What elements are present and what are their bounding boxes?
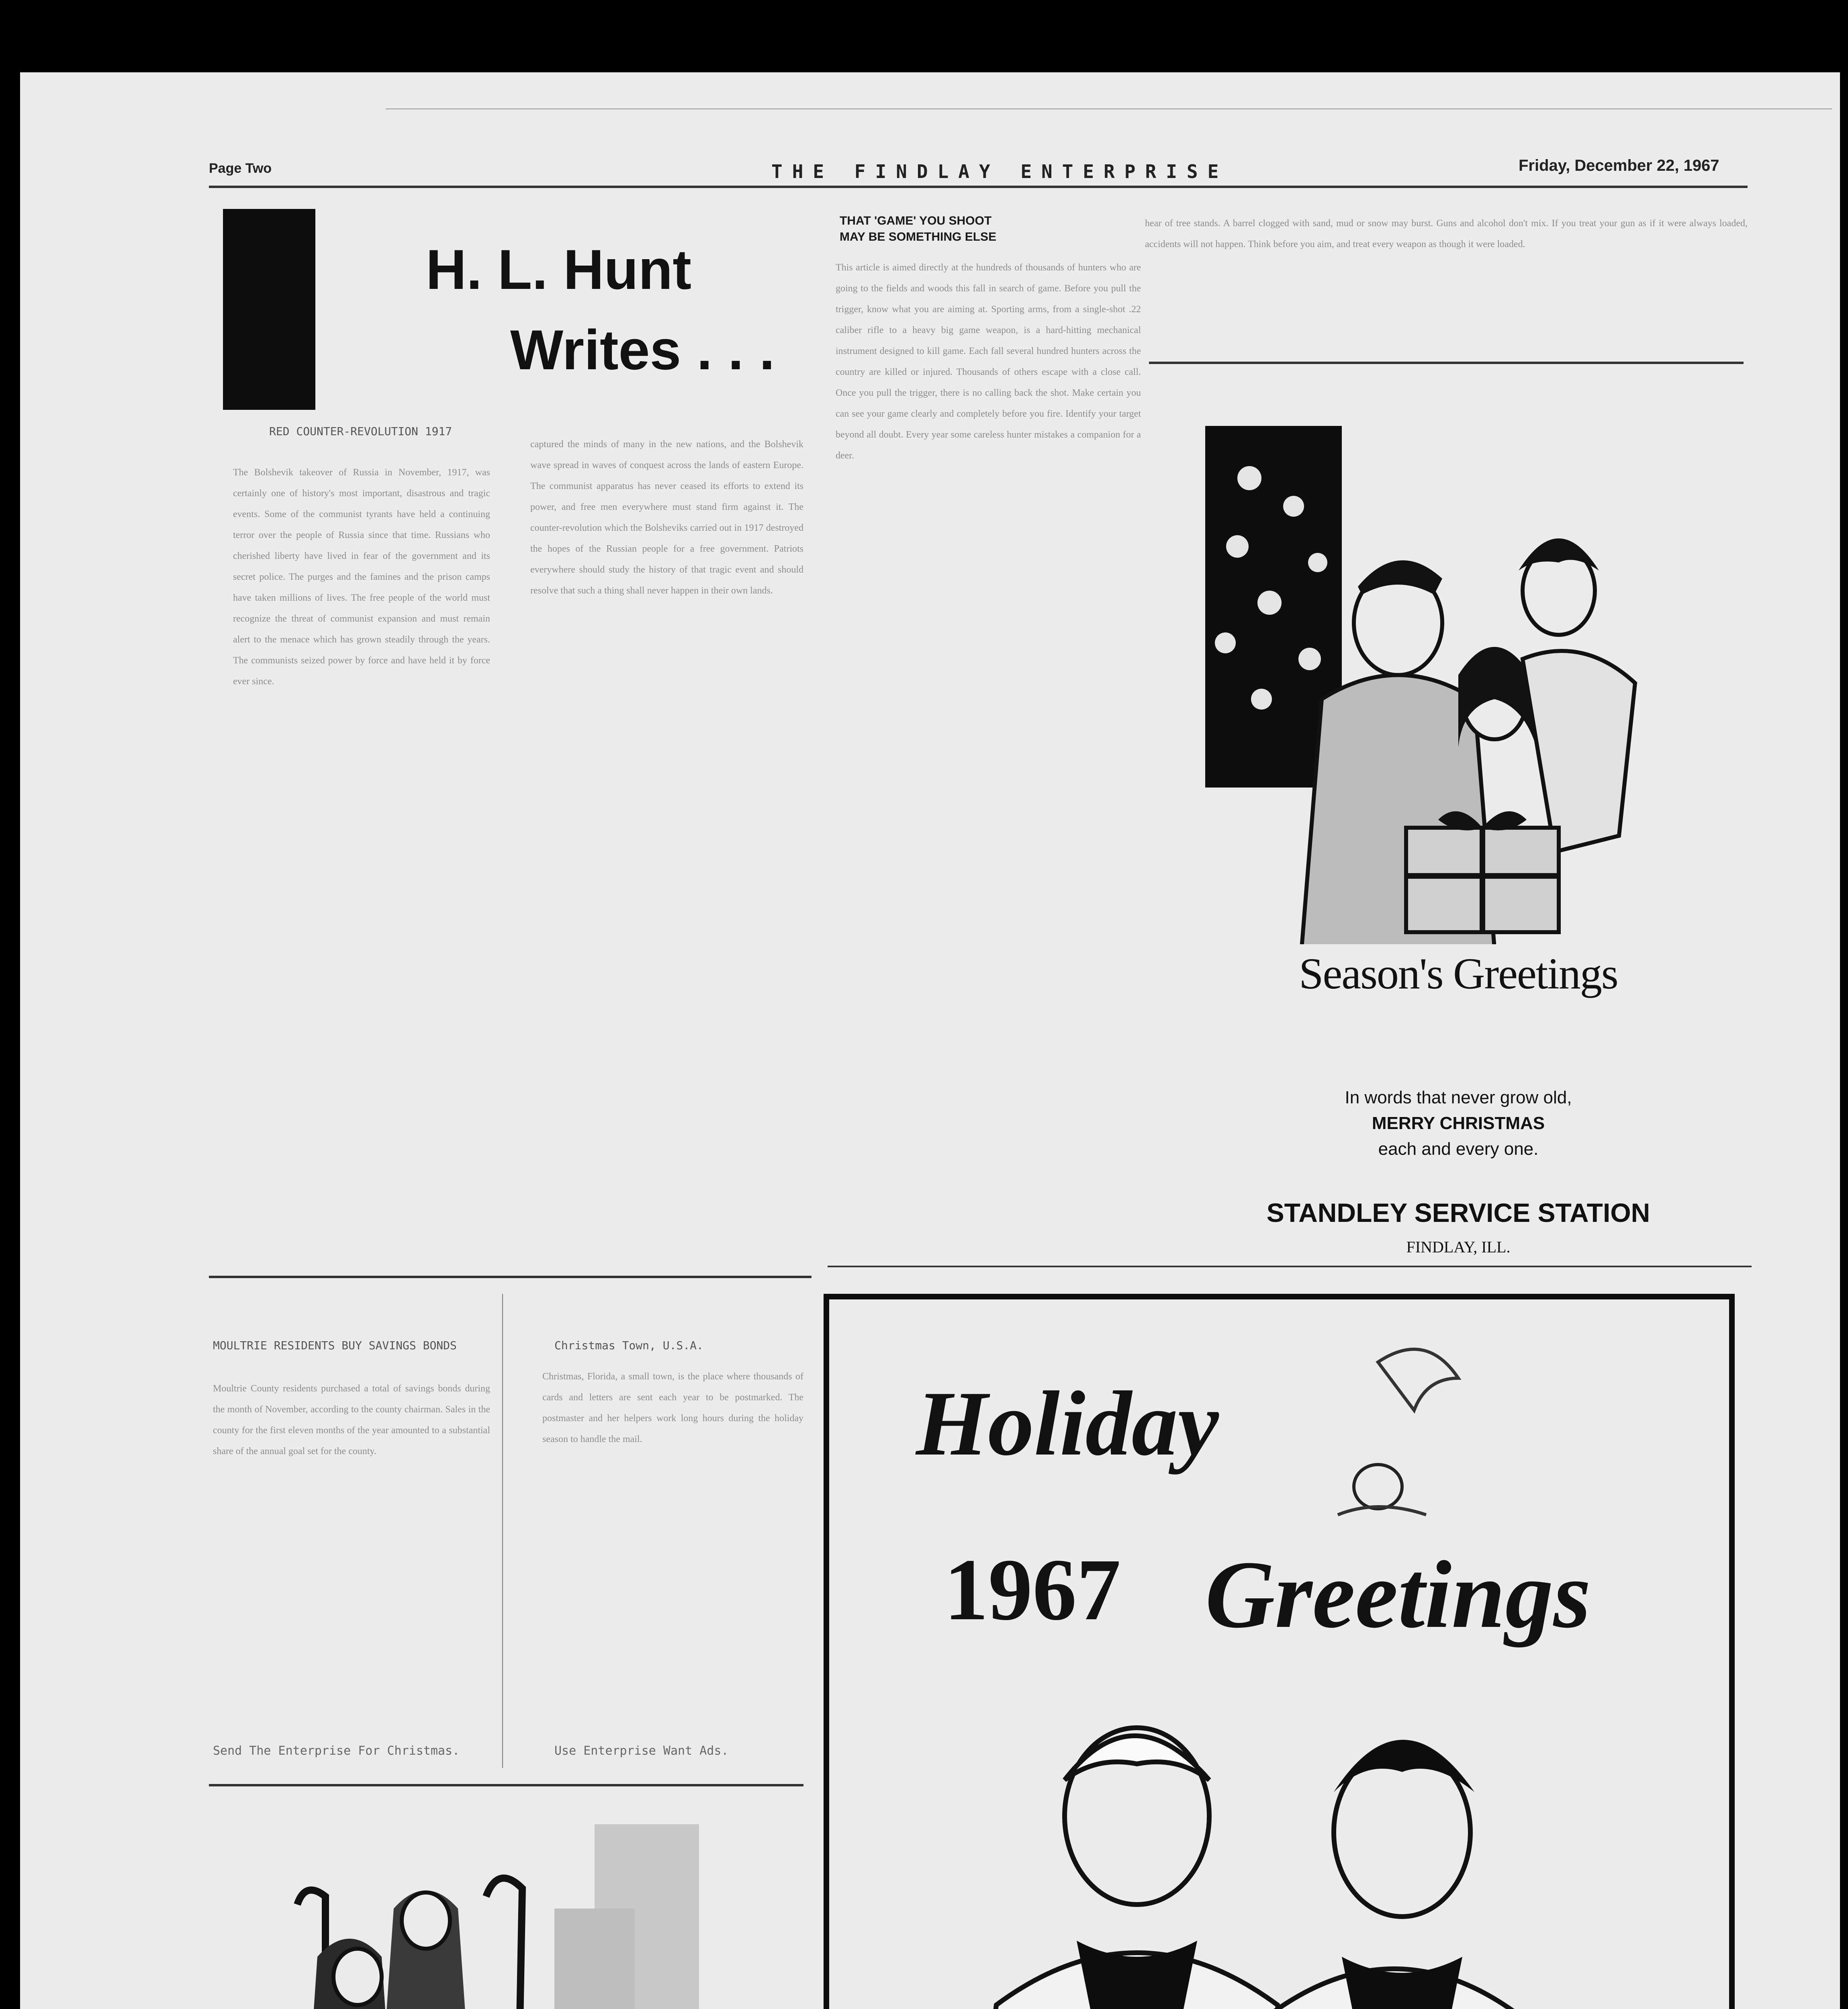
hunt-title: H. L. Hunt bbox=[426, 238, 691, 301]
hunt-article-heading: RED COUNTER-REVOLUTION 1917 bbox=[269, 425, 452, 438]
top-crop-line bbox=[386, 108, 1832, 109]
issue-date: Friday, December 22, 1967 bbox=[1519, 157, 1719, 174]
standley-top-rule bbox=[1149, 362, 1744, 364]
livergood-title-greetings: Greetings bbox=[1205, 1541, 1591, 1648]
game-continued: hear of tree stands. A barrel clogged with sand, mud or snow may burst. Guns and alcohol don't mix. If you treat your gun as if it were always loaded, accidents will not happen. Think before you aim, and treat every weapon as though it were loaded. bbox=[1145, 218, 1748, 250]
game-heading-line-2: MAY BE SOMETHING ELSE bbox=[840, 230, 997, 243]
choirboys-illustration bbox=[948, 1716, 1671, 2009]
hunt-column-1: The Bolshevik takeover of Russia in November, 1917, was certainly one of history's most important, disastrous and tragic events. Some of the communist tyrants have held a continuing terror over the people of Russia since that time. Russians who cherished liberty have lived in fear of the government and its secret police. The purges and the famines and the prison camps have taken millions of lives. The free people of the world must recognize the threat of communist expansion and must remain alert to the menace which has grown steadily through the years. The communists seized power by force and have held it by force ever since. bbox=[233, 467, 490, 687]
game-heading bbox=[840, 213, 1121, 245]
kauder-top-rule bbox=[209, 1784, 803, 1786]
standley-message-line-3: each and every one. bbox=[1378, 1139, 1539, 1159]
family-christmas-illustration bbox=[1189, 418, 1727, 944]
standley-message-line-2: MERRY CHRISTMAS bbox=[1372, 1113, 1545, 1133]
moultrie-body: Moultrie County residents purchased a total of savings bonds during the month of November, according to the county chairman. Sales in the county for the first eleven months of the year amounted to a substantial share of the annual goal set for the county. bbox=[213, 1383, 490, 1457]
livergood-top-rule bbox=[828, 1266, 1752, 1267]
masthead: THE FINDLAY ENTERPRISE bbox=[771, 161, 1229, 182]
column-divider bbox=[502, 1294, 503, 1768]
angel-illustration bbox=[1314, 1338, 1474, 1539]
header-rule bbox=[209, 186, 1748, 188]
hunt-portrait-block bbox=[223, 209, 315, 410]
standley-location: FINDLAY, ILL. bbox=[1406, 1238, 1511, 1256]
page-label: Page Two bbox=[209, 161, 272, 176]
game-body: This article is aimed directly at the hundreds of thousands of hunters who are going to the fields and woods this fall in search of game. Before you pull the trigger, know what you are aiming at. Sporting arms, from a single-shot .22 caliber rifle to a heavy big game weapon, is a hard-hitting mechanical instrument designed to kill game. Each fall several hundred hunters across the country are killed or injured. Thousands of others escape with a close call. Once you pull the trigger, there is no calling back the shot. Make certain you can see your game clearly and completely before you fire. Identify your target beyond all doubt. Every year some careless hunter mistakes a companion for a deer. bbox=[836, 262, 1141, 461]
hunt-column-2: captured the minds of many in the new nations, and the Bolshevik wave spread in waves of conquest across the lands of eastern Europe. The communist apparatus has never ceased its efforts to extend its power, and free men everywhere must stand firm against it. The counter-revolution which the Bolsheviks carried out in 1917 destroyed the hopes of the Russian people for a free government. Patriots everywhere should study the history of that tragic event and should resolve that such a thing shall never happen in their own lands. bbox=[530, 439, 803, 596]
christmas-town-footer: Use Enterprise Want Ads. bbox=[554, 1744, 729, 1758]
game-heading-line-1: THAT 'GAME' YOU SHOOT bbox=[840, 214, 992, 227]
standley-message bbox=[1189, 1085, 1727, 1162]
shepherds-illustration bbox=[225, 1808, 787, 2009]
christmas-town-body: Christmas, Florida, a small town, is the place where thousands of cards and letters are sent each year to be postmarked. The postmaster and her helpers work long hours during the holiday season to handle the mail. bbox=[542, 1371, 803, 1444]
livergood-title-holiday: Holiday bbox=[916, 1372, 1219, 1475]
livergood-year: 1967 bbox=[944, 1541, 1121, 1639]
moultrie-footer: Send The Enterprise For Christmas. bbox=[213, 1744, 460, 1758]
christmas-town-heading: Christmas Town, U.S.A. bbox=[554, 1339, 703, 1352]
hunt-bottom-rule bbox=[209, 1276, 812, 1278]
standley-greeting: Season's Greetings bbox=[1299, 949, 1618, 998]
hunt-title-2: Writes . . . bbox=[510, 318, 775, 381]
moultrie-heading: MOULTRIE RESIDENTS BUY SAVINGS BONDS bbox=[213, 1339, 457, 1352]
standley-message-line-1: In words that never grow old, bbox=[1345, 1088, 1572, 1107]
standley-business: STANDLEY SERVICE STATION bbox=[1266, 1198, 1650, 1227]
